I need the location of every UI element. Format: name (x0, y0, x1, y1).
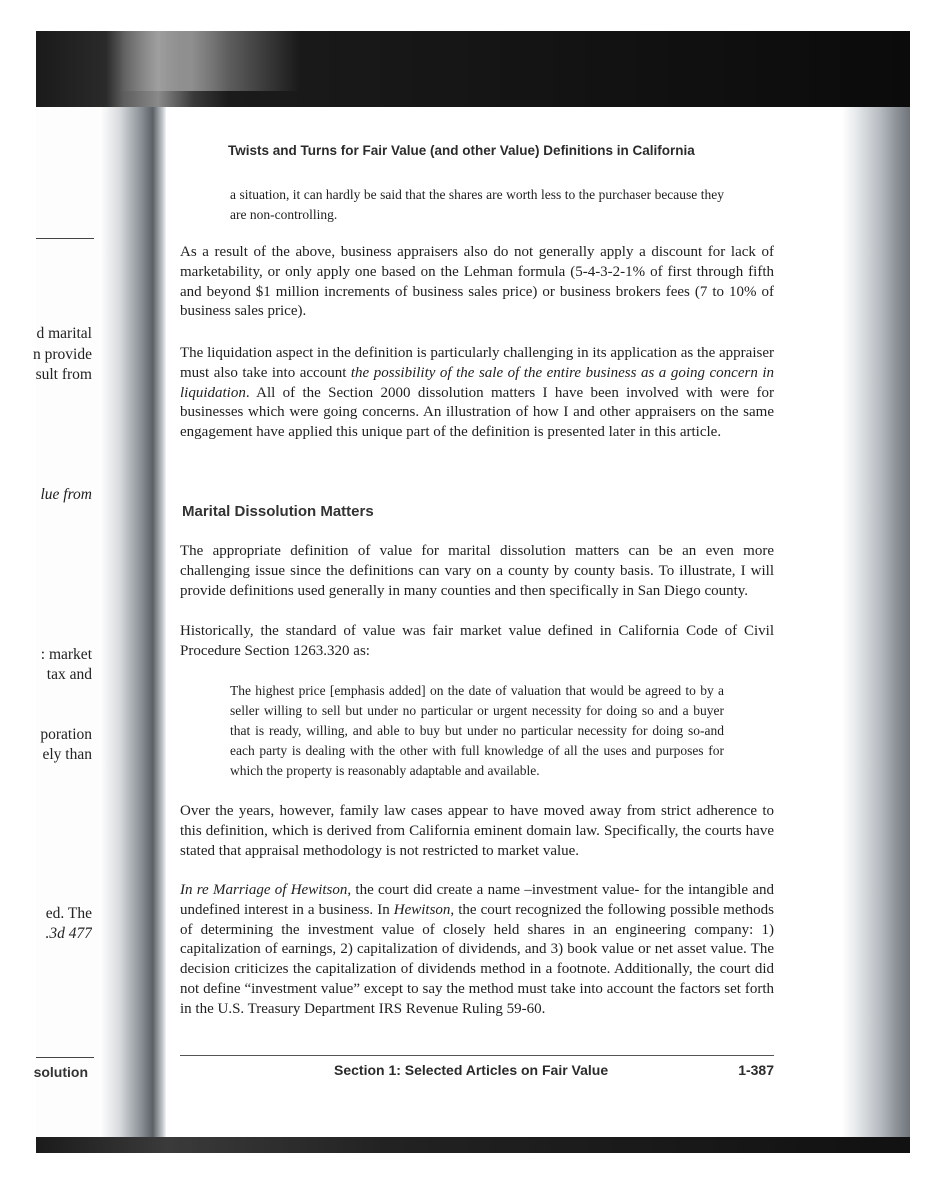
facing-page-fragment: tax and (46, 666, 92, 683)
paragraph-marketability: As a result of the above, business appraisers also do not generally apply a discount for lack of marketability, or only apply one based on the Lehman formula (5-4-3-2-1% of first through fifth and beyond $1 million increments of business sales price) or business brokers fees (7 to 10% of business sales price). (180, 244, 774, 320)
facing-page-fragment: lue from (40, 486, 92, 503)
page-number: 1-387 (738, 1062, 774, 1078)
scanner-bottom-shadow (36, 1137, 910, 1153)
facing-page-fragment: ely than (42, 746, 92, 763)
paragraph-historical-standard: Historically, the standard of value was fair market value defined in California Code of Civil Procedure Section 1263.320 as: (180, 623, 774, 659)
running-title: Twists and Turns for Fair Value (and other Value) Definitions in California (228, 143, 695, 158)
facing-page-fragment: sult from (35, 366, 92, 383)
footer-section-title: Section 1: Selected Articles on Fair Value (334, 1062, 609, 1078)
facing-page-fragment: .3d 477 (45, 925, 92, 942)
paragraph-marital-definition: The appropriate definition of value for marital dissolution matters can be an even more challenging issue since the definitions can vary on a county by county basis. To illustrate, I will provide definitions used generally in many counties and then specifically in San Diego county. (180, 543, 774, 599)
block-quote-definition: The highest price [emphasis added] on the date of valuation that would be agreed to by a seller willing to sell but under no particular or urgent necessity for doing so and a buyer that is ready, willing, and able to buy but under no particular necessity for doing so-and each party is dealing with the other with full knowledge of all the uses and purposes for which the property is reasonably adaptable and available. (230, 683, 724, 778)
facing-page-footer-fragment: solution (33, 1064, 88, 1080)
paragraph-liquidation: The liquidation aspect in the definition is particularly challenging in its application as the appraiser must also take into account the possibility of the sale of the entire business as a going concern in liquidation. All of the Section 2000 dissolution matters I have been involved with were for businesses which were going concerns. An illustration of how I and other appraisers on the same engagement have applied this unique part of the definition is presented later in this article. (180, 345, 774, 441)
paragraph-family-law: Over the years, however, family law cases appear to have moved away from strict adherence to this definition, which is derived from California eminent domain law. Specifically, the courts have stated that appraisal methodology is not restricted to market value. (180, 803, 774, 859)
facing-page-rule (36, 238, 94, 239)
section-heading: Marital Dissolution Matters (182, 503, 374, 520)
facing-page-fragment: d marital (36, 325, 92, 342)
emphasis-text: the possibility of the sale of the entire business as a going concern in liquidation (180, 364, 774, 401)
scanner-glare (120, 31, 300, 91)
footer-rule (180, 1055, 774, 1056)
case-name: In re Marriage of Hewitson (180, 882, 348, 898)
facing-page-fragment: : market (40, 646, 92, 663)
paragraph-hewitson: In re Marriage of Hewitson, the court did create a name –investment value- for the intangible and undefined interest in a business. In Hewitson, the court recognized the following possible methods of determining the investment value of closely held shares in an engineering company: 1) capitalization of earnings, 2) capitalization of dividends, and 3) book value or net asset value. The decision criticizes the capitalization of dividends method in a footnote. Additionally, the court did not define “investment value” except to say the method must take into account the factors set forth in the U.S. Treasury Department IRS Revenue Ruling 59-60. (180, 882, 774, 1017)
facing-page-footer-rule (36, 1057, 94, 1058)
case-name: Hewitson (393, 901, 451, 918)
quote-continuation: a situation, it can hardly be said that the shares are worth less to the purchaser because they are non-controlling. (230, 187, 724, 222)
facing-page-fragment: n provide (33, 346, 92, 363)
page-edge-shadow (842, 107, 910, 1137)
facing-page-fragment: ed. The (45, 905, 92, 922)
facing-page-fragment: poration (40, 726, 92, 743)
book-spine-shadow (100, 107, 166, 1137)
facing-page (36, 107, 106, 1137)
